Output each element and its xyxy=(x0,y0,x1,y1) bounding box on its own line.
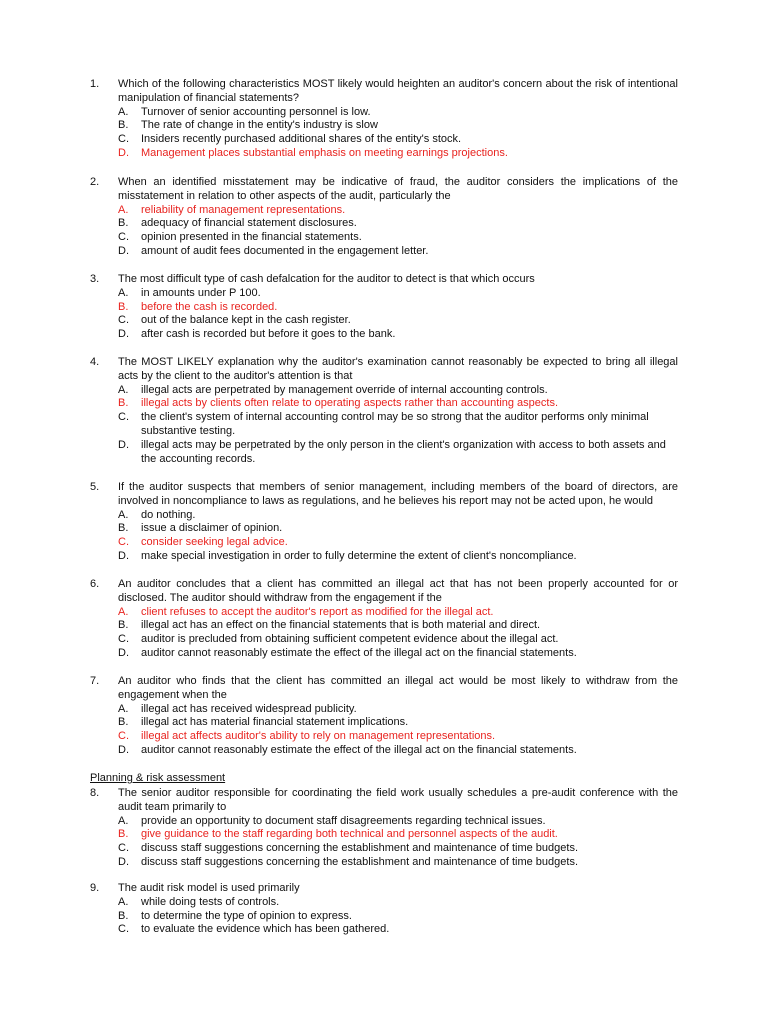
option-text: client refuses to accept the auditor's report as modified for the illegal act. xyxy=(141,605,494,618)
answer-option xyxy=(118,744,678,758)
answer-option xyxy=(118,815,678,829)
option-letter: B. xyxy=(118,217,129,230)
answer-option xyxy=(118,896,678,910)
answer-option xyxy=(118,439,678,467)
question-stem: The MOST LIKELY explanation why the auditor's examination cannot reasonably be expected to bring all illegal acts by the client to the auditor's attention is that xyxy=(118,356,678,382)
answer-option xyxy=(118,716,678,730)
option-letter: D. xyxy=(118,549,129,562)
question-number: 6. xyxy=(90,578,100,590)
question-number: 2. xyxy=(90,176,100,188)
answer-option-correct xyxy=(118,730,678,744)
question-block xyxy=(90,78,678,161)
option-text: do nothing. xyxy=(141,508,196,521)
option-letter: D. xyxy=(118,438,129,451)
option-letter: D. xyxy=(118,646,129,659)
option-letter: B. xyxy=(118,119,129,132)
question-block xyxy=(90,273,678,342)
answer-option-correct xyxy=(118,606,678,620)
question-block xyxy=(90,356,678,466)
option-letter: C. xyxy=(118,633,129,646)
option-letter: D. xyxy=(118,855,129,868)
option-text: the client's system of internal accounting control may be so strong that the auditor performs only minimal substantive testing. xyxy=(141,411,649,437)
option-text: provide an opportunity to document staff disagreements regarding technical issues. xyxy=(141,814,546,827)
option-letter: B. xyxy=(118,619,129,632)
question-stem: An auditor concludes that a client has committed an illegal act that has not been properly accounted for or disclosed. The auditor should withdraw from the engagement if the xyxy=(118,578,678,604)
option-text: before the cash is recorded. xyxy=(141,300,278,313)
answer-option xyxy=(118,522,678,536)
answer-option-correct xyxy=(118,397,678,411)
question-stem: The senior auditor responsible for coordinating the field work usually schedules a pre-audit conference with the audit team primarily to xyxy=(118,787,678,813)
answer-option xyxy=(118,287,678,301)
option-letter: D. xyxy=(118,328,129,341)
option-text: give guidance to the staff regarding both technical and personnel aspects of the audit. xyxy=(141,828,558,841)
option-text: issue a disclaimer of opinion. xyxy=(141,522,283,535)
answer-option xyxy=(118,328,678,342)
option-letter: A. xyxy=(118,895,129,908)
option-letter: C. xyxy=(118,411,129,424)
option-text: after cash is recorded but before it goes to the bank. xyxy=(141,328,396,341)
option-letter: A. xyxy=(118,383,129,396)
option-letter: B. xyxy=(118,716,129,729)
option-letter: B. xyxy=(118,909,129,922)
option-text: to determine the type of opinion to express. xyxy=(141,909,352,922)
option-letter: A. xyxy=(118,508,129,521)
option-letter: C. xyxy=(118,314,129,327)
option-text: illegal acts may be perpetrated by the only person in the client's organization with access to both assets and the accounting records. xyxy=(141,438,666,465)
answer-option xyxy=(118,106,678,120)
question-number: 8. xyxy=(90,787,100,799)
question-stem: When an identified misstatement may be indicative of fraud, the auditor considers the implications of the misstatement in relation to other aspects of the audit, particularly the xyxy=(118,176,678,202)
question-number: 5. xyxy=(90,481,100,493)
question-stem: If the auditor suspects that members of senior management, including members of the board of directors, are involved in noncompliance to laws as regulations, and he believes his report may not be acted upon, he would xyxy=(118,481,678,507)
answer-option xyxy=(118,245,678,259)
option-text: auditor is precluded from obtaining sufficient competent evidence about the illegal act. xyxy=(141,633,559,646)
question-block xyxy=(90,481,678,564)
answer-option xyxy=(118,231,678,245)
option-letter: A. xyxy=(118,203,129,216)
option-letter: B. xyxy=(118,300,129,313)
answer-option-correct xyxy=(118,204,678,218)
answer-option xyxy=(118,509,678,523)
answer-option xyxy=(118,314,678,328)
answer-option-correct xyxy=(118,301,678,315)
option-text: illegal act affects auditor's ability to rely on management representations. xyxy=(141,730,496,743)
question-block xyxy=(90,787,678,870)
answer-option xyxy=(118,619,678,633)
option-letter: A. xyxy=(118,286,129,299)
question-block xyxy=(90,882,678,937)
option-text: discuss staff suggestions concerning the establishment and maintenance of time budgets. xyxy=(141,842,579,855)
option-text: adequacy of financial statement disclosures. xyxy=(141,217,357,230)
option-text: auditor cannot reasonably estimate the effect of the illegal act on the financial statements. xyxy=(141,646,577,659)
question-block xyxy=(90,675,678,758)
option-letter: D. xyxy=(118,244,129,257)
option-letter: C. xyxy=(118,536,129,549)
option-text: illegal act has an effect on the financial statements that is both material and direct. xyxy=(141,619,541,632)
option-text: in amounts under P 100. xyxy=(141,286,261,299)
option-letter: C. xyxy=(118,730,129,743)
question-number: 1. xyxy=(90,78,100,90)
option-letter: C. xyxy=(118,842,129,855)
option-letter: C. xyxy=(118,231,129,244)
answer-option xyxy=(118,133,678,147)
question-stem: An auditor who finds that the client has committed an illegal act would be most likely to withdraw from the engagement when the xyxy=(118,675,678,701)
question-stem: The most difficult type of cash defalcation for the auditor to detect is that which occurs xyxy=(118,273,535,285)
answer-option-correct xyxy=(118,536,678,550)
option-text: Insiders recently purchased additional shares of the entity's stock. xyxy=(141,133,462,146)
option-text: consider seeking legal advice. xyxy=(141,536,288,549)
option-text: illegal act has material financial statement implications. xyxy=(141,716,409,729)
option-text: illegal acts are perpetrated by management override of internal accounting controls. xyxy=(141,383,548,396)
option-text: illegal act has received widespread publicity. xyxy=(141,702,357,715)
question-stem: The audit risk model is used primarily xyxy=(118,882,300,894)
question-number: 3. xyxy=(90,273,100,285)
question-block xyxy=(90,176,678,259)
option-letter: D. xyxy=(118,743,129,756)
answer-option xyxy=(118,703,678,717)
answer-option-correct xyxy=(118,147,678,161)
option-text: discuss staff suggestions concerning the establishment and maintenance of time budgets. xyxy=(141,855,579,868)
question-number: 7. xyxy=(90,675,100,687)
answer-option xyxy=(118,842,678,856)
option-letter: C. xyxy=(118,133,129,146)
question-stem: Which of the following characteristics MOST likely would heighten an auditor's concern about the risk of intentional manipulation of financial statements? xyxy=(118,78,678,104)
option-text: opinion presented in the financial statements. xyxy=(141,231,362,244)
answer-option xyxy=(118,910,678,924)
option-text: illegal acts by clients often relate to operating aspects rather than accounting aspects. xyxy=(141,397,559,410)
option-letter: B. xyxy=(118,828,129,841)
answer-option xyxy=(118,633,678,647)
answer-option-correct xyxy=(118,828,678,842)
option-letter: A. xyxy=(118,702,129,715)
option-text: while doing tests of controls. xyxy=(141,895,280,908)
option-letter: D. xyxy=(118,146,129,159)
option-text: amount of audit fees documented in the engagement letter. xyxy=(141,244,429,257)
question-block xyxy=(90,578,678,661)
option-text: out of the balance kept in the cash register. xyxy=(141,314,351,327)
option-letter: A. xyxy=(118,105,129,118)
option-text: reliability of management representations. xyxy=(141,203,346,216)
option-text: make special investigation in order to fully determine the extent of client's noncompliance. xyxy=(141,549,577,562)
option-text: Management places substantial emphasis on meeting earnings projections. xyxy=(141,146,508,159)
option-letter: B. xyxy=(118,522,129,535)
option-text: The rate of change in the entity's industry is slow xyxy=(141,119,378,132)
option-text: auditor cannot reasonably estimate the effect of the illegal act on the financial statements. xyxy=(141,743,577,756)
question-number: 4. xyxy=(90,356,100,368)
section-heading: Planning & risk assessment xyxy=(90,772,226,784)
option-letter: A. xyxy=(118,605,129,618)
option-text: to evaluate the evidence which has been gathered. xyxy=(141,923,390,936)
question-number: 9. xyxy=(90,882,100,894)
answer-option xyxy=(118,119,678,133)
option-letter: A. xyxy=(118,814,129,827)
answer-option xyxy=(118,550,678,564)
option-text: Turnover of senior accounting personnel is low. xyxy=(141,105,371,118)
answer-option xyxy=(118,647,678,661)
option-letter: B. xyxy=(118,397,129,410)
answer-option xyxy=(118,217,678,231)
option-letter: C. xyxy=(118,923,129,936)
answer-option xyxy=(118,411,678,439)
answer-option xyxy=(118,856,678,870)
answer-option xyxy=(118,923,678,937)
answer-option xyxy=(118,384,678,398)
